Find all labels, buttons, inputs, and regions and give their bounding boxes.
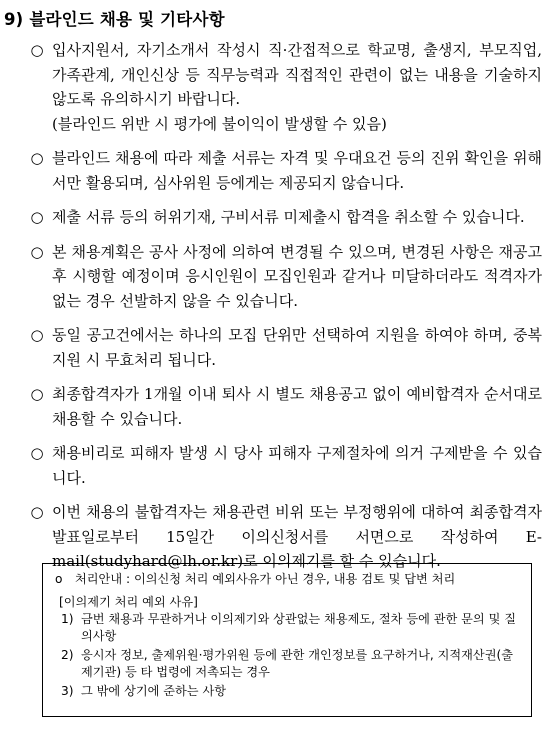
processing-info — [53, 571, 521, 588]
exception-text: 그 밖에 상기에 준하는 사항 — [81, 684, 227, 698]
notice-item-7 — [28, 441, 542, 490]
notice-list — [28, 38, 542, 584]
exception-item-1 — [59, 611, 521, 644]
bullet-circle-icon: ○ — [30, 326, 44, 344]
notice-item-text: 동일 공고건에서는 하나의 모집 단위만 선택하여 지원을 하여야 하며, 중복지원 시 무효처리 됩니다. — [52, 326, 542, 369]
bullet-circle-icon: ○ — [30, 503, 44, 521]
bullet-circle-icon: ○ — [30, 208, 44, 226]
section-heading: 9) 블라인드 채용 및 기타사항 — [4, 10, 225, 29]
notice-item-text: 제출 서류 등의 허위기재, 구비서류 미제출시 합격을 취소할 수 있습니다. — [52, 208, 525, 226]
exception-text: 금번 채용과 무관하거나 이의제기와 상관없는 채용제도, 절차 등에 관한 문의 및 질의사항 — [81, 612, 517, 643]
box-bullet-icon: o — [55, 572, 63, 586]
notice-item-text: 채용비리로 피해자 발생 시 당사 피해자 구제절차에 의거 구제받을 수 있습니다. — [52, 444, 542, 487]
objection-notice-box — [42, 563, 532, 717]
exception-item-2 — [59, 647, 521, 680]
notice-item-text: 입사지원서, 자기소개서 작성시 직·간접적으로 학교명, 출생지, 부모직업, 가족관계, 개인신상 등 직무능력과 직접적인 관련이 없는 내용을 기술하지 않도록 유의하시기 바랍니다. — [52, 41, 542, 108]
notice-item-3 — [28, 205, 542, 230]
bullet-circle-icon: ○ — [30, 242, 44, 261]
notice-item-6 — [28, 382, 542, 431]
notice-item-2 — [28, 146, 542, 195]
notice-item-4 — [28, 240, 542, 314]
exception-number: 1) — [61, 612, 74, 626]
exception-text: 응시자 정보, 출제위원·평가위원 등에 관한 개인정보를 요구하거나, 지적재산권(출제기관) 등 타 법령에 저촉되는 경우 — [81, 648, 514, 679]
exception-number: 3) — [61, 684, 74, 698]
exception-section — [53, 594, 521, 700]
notice-item-text: 최종합격자가 1개월 이내 퇴사 시 별도 채용공고 없이 예비합격자 순서대로 채용할 수 있습니다. — [52, 385, 542, 428]
bullet-circle-icon: ○ — [30, 149, 44, 167]
notice-item-text: 이번 채용의 불합격자는 채용관련 비위 또는 부정행위에 대하여 최종합격자 발표일로부터 15일간 이의신청서를 서면으로 작성하여 E-mail(studyhard@lh.or.kr)로 이의제기를 할 수 있습니다. — [52, 503, 542, 570]
notice-item-5 — [28, 323, 542, 372]
notice-item-note: (블라인드 위반 시 평가에 불이익이 발생할 수 있음) — [52, 114, 387, 133]
processing-info-text: 처리안내 : 이의신청 처리 예외사유가 아닌 경우, 내용 검토 및 답변 처리 — [75, 572, 456, 586]
bullet-circle-icon: ○ — [30, 385, 44, 403]
exception-title: [이의제기 처리 예외 사유] — [59, 594, 198, 609]
bullet-circle-icon: ○ — [30, 444, 44, 462]
notice-item-text: 블라인드 채용에 따라 제출 서류는 자격 및 우대요건 등의 진위 확인을 위해서만 활용되며, 심사위원 등에게는 제공되지 않습니다. — [52, 149, 542, 192]
exception-item-3 — [59, 683, 521, 700]
exception-number: 2) — [61, 648, 74, 662]
notice-item-1 — [28, 38, 542, 136]
bullet-circle-icon: ○ — [30, 41, 44, 59]
notice-item-text: 본 채용계획은 공사 사정에 의하여 변경될 수 있으며, 변경된 사항은 재공고후 시행할 예정이며 응시인원이 모집인원과 같거나 미달하더라도 적격자가 없는 경우 선발하지 않을 수 있습니다. — [52, 242, 542, 310]
